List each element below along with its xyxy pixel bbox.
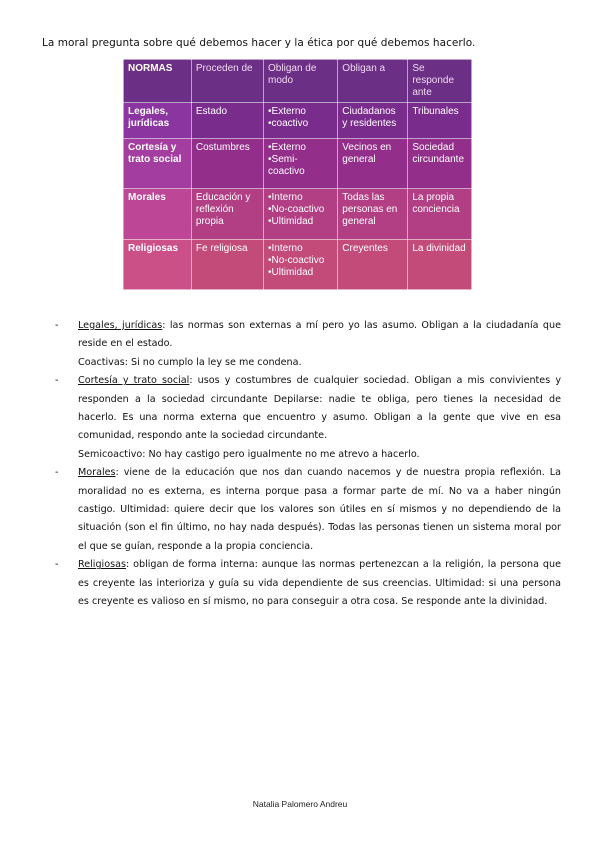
table-cell: La propia conciencia [408,189,472,239]
item-text: : obligan de forma interna: aunque las normas pertenezcan a la religión, la persona que es creyente las interioriza y guía su vida dependiente de sus creencias. Ultimidad: si una persona es creyente es valioso en sí mismo, no para conseguir a otra cosa. Se responde ante la divinidad. [78,559,561,608]
list-item [55,556,561,611]
table-cell-norma: Religiosas [124,239,192,289]
intro-sentence: La moral pregunta sobre qué debemos hacer y la ética por qué debemos hacerlo. [42,37,476,49]
table-cell: •Interno •No-coactivo •Ultimidad [264,239,338,289]
header-cell-modo: Obligan de modo [264,60,338,103]
norms-table [123,59,472,290]
list-item [55,372,561,446]
item-term: Cortesía y trato social [78,375,190,387]
header-cell-proceden: Proceden de [191,60,263,103]
table-cell-norma: Legales, jurídicas [124,103,192,139]
table-cell: La divinidad [408,239,472,289]
table-cell: Creyentes [338,239,408,289]
table-cell-norma: Morales [124,189,192,239]
table-cell: Educación y reflexión propia [191,189,263,239]
table-cell: Fe religiosa [191,239,263,289]
table-row [124,239,472,289]
table-header-row [124,60,472,103]
header-cell-responde: Se responde ante [408,60,472,103]
table-cell: Tribunales [408,103,472,139]
list-dash: - [55,375,59,387]
list-dash: - [55,320,59,331]
page-footer-author: Natalia Palomero Andreu [252,799,348,809]
table-row [124,103,472,139]
table-cell: Todas las personas en general [338,189,408,239]
norms-explanation-list [55,317,561,612]
header-cell-normas: NORMAS [124,60,192,103]
list-item [55,464,561,556]
item-text: : viene de la educación que nos dan cuando nacemos y de nuestra propia reflexión. La moralidad no es externa, es interna porque pasa a formar parte de mí. No va a haber ningún castigo. Ultimidad: quiere decir que los valores son útiles en sí mismos y no dependiendo de la situación (son el fin último, no hay nada después). Todas las personas tienen un sistema moral por el que se guían, responde a la propia conciencia. [78,467,561,552]
list-dash: - [55,559,59,571]
table-cell: Ciudadanos y residentes [338,103,408,139]
item-subnote: Coactivas: Si no cumplo la ley se me condena. [78,356,302,368]
item-text: : las normas son externas a mí pero yo las asumo. Obligan a la ciudadanía que reside en el estado. [78,320,561,350]
table-row [124,189,472,239]
table-cell-norma: Cortesía y trato social [124,139,192,189]
table-cell: Sociedad circundante [408,139,472,189]
table-cell: Estado [191,103,263,139]
item-term: Legales, jurídicas [78,320,163,331]
table-cell: •Interno •No-coactivo •Ultimidad [264,189,338,239]
item-term: Morales [78,467,116,479]
list-dash: - [55,467,59,479]
table-cell: Costumbres [191,139,263,189]
item-text: : usos y costumbres de cualquier sociedad. Obligan a mis convivientes y responden a la sociedad circundante Depilarse: nadie te obliga, pero tienes la necesidad de hacerlo. Es una norma externa que encuentro y asumo. Obligan a la gente que vive en esa comunidad, respondo ante la sociedad circundante. [78,375,561,442]
item-term: Religiosas [78,559,126,571]
header-cell-obligan: Obligan a [338,60,408,103]
table-cell: •Externo •Semi-coactivo [264,139,338,189]
table-row [124,139,472,189]
list-item [55,317,561,354]
table-cell: Vecinos en general [338,139,408,189]
table-cell: •Externo •coactivo [264,103,338,139]
item-subnote: Semicoactivo: No hay castigo pero igualmente no me atrevo a hacerlo. [78,448,420,460]
